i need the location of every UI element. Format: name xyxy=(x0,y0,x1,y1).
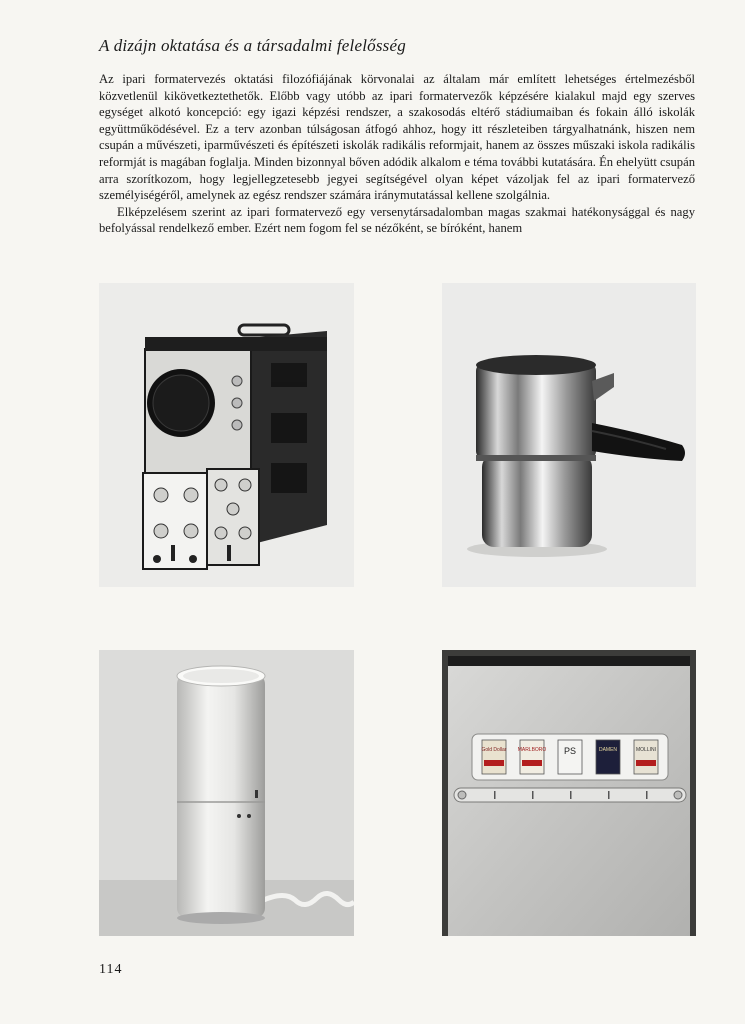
photo-oscilloscope xyxy=(99,283,354,587)
page-heading: A dizájn oktatása és a társadalmi felelősség xyxy=(99,36,406,55)
photo-coffee-pot xyxy=(442,283,696,587)
pack-label-1: Gold Dollar xyxy=(481,747,507,753)
coffee-pot-illustration xyxy=(442,283,696,587)
photo-vending-machine xyxy=(442,650,696,936)
white-cylinder-illustration xyxy=(99,650,354,936)
oscilloscope-illustration xyxy=(99,283,354,587)
vending-machine-illustration xyxy=(442,650,696,936)
photo-white-cylinder xyxy=(99,650,354,936)
paragraph-1: Az ipari formatervezés oktatási filozófiájának körvonalai az általam már említett lehetséges értelmezésből közvetlenül kikövetkeztethetők. Előbb vagy utóbb az ipari formatervezők képzésére kialakul majd egy szerves egységet alkotó koncepció: egy igazi képzési rendszer, a szakosodás eltérő stádiumaiban és fokain álló iskolák együttműködésével. Ez a terv azonban túlságosan átfogó ahhoz, hogy itt részleteiben tárgyalhatnánk, hiszen nem csupán a művészeti, iparművészeti és építészeti iskolák radikális reformjait, hanem az összes műszaki iskola radikális reformját is magában foglalja. Minden bizonnyal bőven adódik alkalom e téma további kutatására. Én ehelyütt csupán arra szorítkozom, hogy legjellegzetesebb jegyei segítségével olyan képet vázoljak fel az ipari formatervező személyiségéről, amelynek az egész rendszer számára iránymutatással kellene szolgálnia. xyxy=(99,72,695,203)
pack-label-2: MARLBORO xyxy=(517,747,547,753)
body-text xyxy=(99,71,695,237)
pack-label-3: PS xyxy=(563,746,577,756)
paragraph-2: Elképzelésem szerint az ipari formatervező egy versenytársadalomban magas szakmai hatékonysággal és nagy befolyással rendelkező ember. Ezért nem fogom fel se nézőként, se bíróként, hanem xyxy=(99,204,695,236)
pack-label-4: DAMEN xyxy=(598,747,618,753)
page-number: 114 xyxy=(99,962,123,977)
pack-label-5: MOLLINI xyxy=(635,747,657,753)
